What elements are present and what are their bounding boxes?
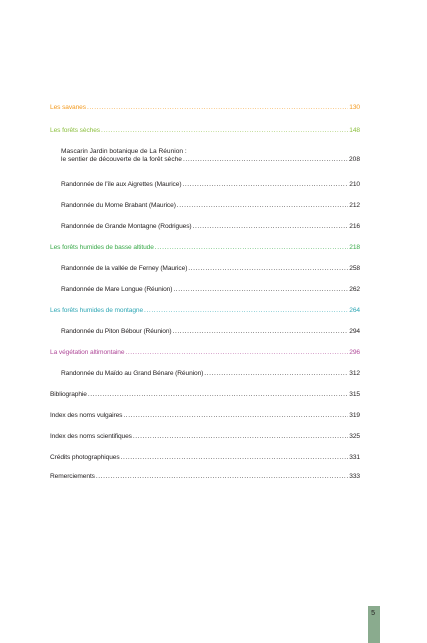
toc-label: Randonnée de Grande Montagne (Rodrigues) <box>61 223 192 230</box>
toc-label: Randonnée du Morne Brabant (Maurice) <box>61 202 176 209</box>
toc-page: 258 <box>349 265 360 272</box>
page-number: 5 <box>371 610 375 617</box>
toc-page: 208 <box>348 156 360 163</box>
toc-entry-grande-montagne[interactable] <box>61 223 360 231</box>
toc-page: 210 <box>349 181 360 188</box>
toc-entry-morne-brabant[interactable] <box>61 202 360 210</box>
toc-leader <box>173 328 349 336</box>
toc-leader <box>133 433 348 441</box>
toc-leader <box>155 244 349 252</box>
toc-entry-bibliographie[interactable] <box>50 391 360 399</box>
toc-label: Les forêts sèches <box>50 127 100 134</box>
toc-entry-forets-humides-montagne[interactable] <box>50 307 360 315</box>
toc-leader <box>125 349 348 357</box>
toc-entry-ferney[interactable] <box>61 265 360 273</box>
toc-leader <box>144 307 348 315</box>
toc-entry-index-vulgaires[interactable] <box>50 412 360 420</box>
toc-leader <box>88 391 348 399</box>
toc-page: 294 <box>349 328 360 335</box>
toc-page: 148 <box>349 127 360 134</box>
toc-label: Les savanes <box>50 104 86 111</box>
toc-label: Randonnée du Maïdo au Grand Bénare (Réunion) <box>61 370 204 377</box>
toc-leader <box>177 202 349 210</box>
toc-label-line2: le sentier de découverte de la forêt sèche <box>61 156 182 163</box>
toc-entry-maido[interactable] <box>61 370 360 378</box>
toc-label: Mascarin Jardin botanique de La Réunion : <box>61 148 187 155</box>
toc-page: 325 <box>349 433 360 440</box>
toc-entry-vegetation-altimontaine[interactable] <box>50 349 360 357</box>
toc-leader <box>193 223 349 231</box>
toc-label: Crédits photographiques <box>50 454 120 461</box>
toc-label: Index des noms scientifiques <box>50 433 132 440</box>
toc-leader <box>204 370 348 378</box>
toc-page: 212 <box>349 202 360 209</box>
toc-entry-forets-seches[interactable] <box>50 127 360 135</box>
toc-label: Index des noms vulgaires <box>50 412 123 419</box>
toc-label: Bibliographie <box>50 391 87 398</box>
toc-page: 264 <box>349 307 360 314</box>
toc-page: 296 <box>349 349 360 356</box>
toc-label: Les forêts humides de montagne <box>50 307 144 314</box>
toc-page: 262 <box>349 286 360 293</box>
toc-label: Randonnée du Piton Bébour (Réunion) <box>61 328 172 335</box>
toc-entry-index-scientifiques[interactable] <box>50 433 360 441</box>
toc-leader <box>188 265 348 273</box>
toc-leader <box>173 286 348 294</box>
toc-label: Les forêts humides de basse altitude <box>50 244 154 251</box>
toc-entry-mascarin[interactable] <box>61 148 360 164</box>
toc-page: 218 <box>349 244 360 251</box>
toc-page: 312 <box>349 370 360 377</box>
toc-label: Randonnée de l’île aux Aigrettes (Maurice) <box>61 181 182 188</box>
toc-entry-credits[interactable] <box>50 454 360 462</box>
toc-page: 130 <box>349 104 360 111</box>
toc-leader <box>121 454 349 462</box>
toc-leader <box>96 473 348 481</box>
toc-entry-mare-longue[interactable] <box>61 286 360 294</box>
toc-page: 319 <box>349 412 360 419</box>
toc-label: La végétation altimontaine <box>50 349 125 356</box>
toc-entry-savanes[interactable] <box>50 104 360 112</box>
toc-leader <box>182 181 348 189</box>
toc-leader <box>87 104 348 112</box>
toc-page: 333 <box>349 473 360 480</box>
toc-page: 331 <box>349 454 360 461</box>
toc-entry-aigrettes[interactable] <box>61 181 360 189</box>
toc-label: Randonnée de Mare Longue (Réunion) <box>61 286 173 293</box>
toc-entry-forets-humides-basse[interactable] <box>50 244 360 252</box>
toc-leader <box>101 127 348 135</box>
toc-page: 216 <box>349 223 360 230</box>
toc-entry-piton-bebour[interactable] <box>61 328 360 336</box>
toc-label: Remerciements <box>50 473 95 480</box>
toc-page: 315 <box>349 391 360 398</box>
toc-entry-remerciements[interactable] <box>50 473 360 481</box>
toc-label: Randonnée de la vallée de Ferney (Maurice) <box>61 265 188 272</box>
toc-leader <box>183 156 348 164</box>
toc-leader <box>123 412 348 420</box>
